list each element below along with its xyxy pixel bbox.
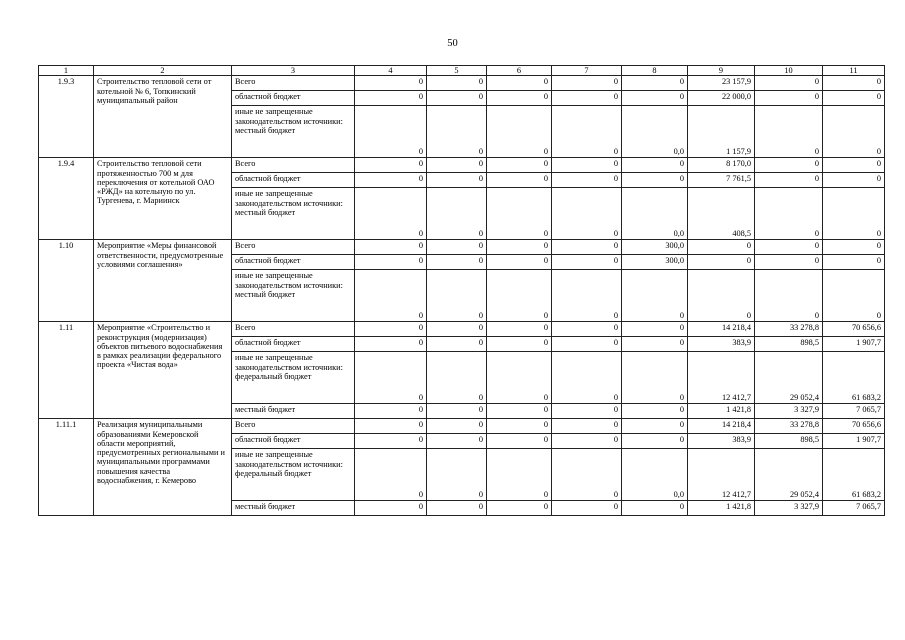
amount-cell: 29 052,4 (755, 449, 823, 501)
amount-cell: 0 (427, 255, 487, 270)
funding-source: местный бюджет (232, 501, 355, 516)
item-name: Реализация муниципальными образованиями Кемеровской области мероприятий, предусмотренных региональными и муниципальными программами повышения качества водоснабжения, г. Кемерово (94, 419, 232, 516)
amount-cell: 0 (823, 158, 885, 173)
amount-cell: 1 907,7 (823, 434, 885, 449)
column-number: 1 (39, 66, 94, 76)
funding-source: областной бюджет (232, 255, 355, 270)
column-number-row (39, 66, 885, 76)
amount-cell: 0 (552, 434, 622, 449)
amount-cell: 0 (622, 76, 688, 91)
amount-cell: 0 (487, 322, 552, 337)
funding-source-line: местный бюджет (235, 125, 296, 135)
amount-cell: 1 907,7 (823, 337, 885, 352)
page-number: 50 (447, 38, 458, 49)
amount-cell: 0 (487, 173, 552, 188)
column-number: 8 (622, 66, 688, 76)
amount-cell: 0 (487, 76, 552, 91)
amount-cell: 0 (427, 158, 487, 173)
amount-cell: 0 (427, 270, 487, 322)
funding-source-line: иные не запрещенные законодательством источники: (235, 353, 343, 372)
item-name: Мероприятие «Строительство и реконструкция (модернизация) объектов питьевого водоснабжения в рамках реализации федерального проекта «Чистая вода» (94, 322, 232, 419)
amount-cell: 0 (755, 91, 823, 106)
amount-cell: 0 (487, 188, 552, 240)
amount-cell: 0 (427, 173, 487, 188)
amount-cell: 0 (622, 419, 688, 434)
amount-cell: 0 (427, 337, 487, 352)
item-code: 1.9.3 (39, 76, 94, 158)
amount-cell: 0 (622, 270, 688, 322)
amount-cell: 0 (552, 173, 622, 188)
amount-cell: 8 170,0 (688, 158, 755, 173)
item-name: Строительство тепловой сети от котельной № 6, Топкинский муниципальный район (94, 76, 232, 158)
amount-cell: 0 (487, 158, 552, 173)
amount-cell: 14 218,4 (688, 419, 755, 434)
funding-source: областной бюджет (232, 173, 355, 188)
amount-cell: 0 (427, 434, 487, 449)
amount-cell: 0 (355, 158, 427, 173)
amount-cell: 0 (427, 91, 487, 106)
amount-cell: 0 (823, 173, 885, 188)
amount-cell: 1 421,8 (688, 404, 755, 419)
amount-cell: 0 (823, 270, 885, 322)
amount-cell: 0 (622, 404, 688, 419)
column-number: 9 (688, 66, 755, 76)
amount-cell: 0 (487, 434, 552, 449)
amount-cell: 3 327,9 (755, 404, 823, 419)
amount-cell: 0 (552, 337, 622, 352)
funding-source (232, 270, 355, 322)
funding-source (232, 449, 355, 501)
funding-source (232, 352, 355, 404)
amount-cell: 0 (355, 76, 427, 91)
amount-cell: 0 (552, 240, 622, 255)
amount-cell: 0 (755, 158, 823, 173)
funding-source-line: местный бюджет (235, 207, 296, 217)
column-number: 10 (755, 66, 823, 76)
amount-cell: 0 (487, 352, 552, 404)
column-number: 11 (823, 66, 885, 76)
amount-cell: 70 656,6 (823, 322, 885, 337)
funding-source: областной бюджет (232, 91, 355, 106)
amount-cell: 12 412,7 (688, 352, 755, 404)
amount-cell: 0 (823, 76, 885, 91)
column-number: 4 (355, 66, 427, 76)
budget-table (38, 65, 885, 516)
amount-cell: 408,5 (688, 188, 755, 240)
amount-cell: 0 (552, 255, 622, 270)
funding-source: областной бюджет (232, 337, 355, 352)
amount-cell: 0 (427, 106, 487, 158)
amount-cell: 0 (355, 419, 427, 434)
column-number: 3 (232, 66, 355, 76)
amount-cell: 7 065,7 (823, 501, 885, 516)
amount-cell: 0 (487, 91, 552, 106)
amount-cell: 0 (355, 188, 427, 240)
amount-cell: 1 157,9 (688, 106, 755, 158)
amount-cell: 0 (552, 501, 622, 516)
amount-cell: 0 (355, 337, 427, 352)
funding-source-line: иные не запрещенные законодательством источники: (235, 271, 343, 290)
amount-cell: 0 (622, 158, 688, 173)
amount-cell: 383,9 (688, 434, 755, 449)
amount-cell: 0,0 (622, 188, 688, 240)
amount-cell: 0 (552, 106, 622, 158)
amount-cell: 0 (552, 270, 622, 322)
amount-cell: 0 (755, 270, 823, 322)
amount-cell: 0 (355, 106, 427, 158)
funding-source-line: иные не запрещенные законодательством источники: (235, 189, 343, 208)
amount-cell: 0 (552, 76, 622, 91)
amount-cell: 0 (552, 322, 622, 337)
amount-cell: 61 683,2 (823, 449, 885, 501)
amount-cell: 0 (355, 322, 427, 337)
amount-cell: 0 (355, 270, 427, 322)
amount-cell: 0 (622, 501, 688, 516)
amount-cell: 0 (427, 352, 487, 404)
amount-cell: 0 (755, 76, 823, 91)
funding-source (232, 188, 355, 240)
amount-cell: 0 (622, 352, 688, 404)
amount-cell: 0 (487, 240, 552, 255)
amount-cell: 33 278,8 (755, 322, 823, 337)
amount-cell: 0,0 (622, 449, 688, 501)
amount-cell: 0 (622, 173, 688, 188)
amount-cell: 0 (552, 188, 622, 240)
amount-cell: 0 (823, 240, 885, 255)
amount-cell: 0 (427, 404, 487, 419)
amount-cell: 300,0 (622, 255, 688, 270)
amount-cell: 0 (552, 419, 622, 434)
amount-cell: 0 (355, 255, 427, 270)
amount-cell: 383,9 (688, 337, 755, 352)
amount-cell: 0 (552, 404, 622, 419)
amount-cell: 898,5 (755, 337, 823, 352)
amount-cell: 0 (755, 173, 823, 188)
amount-cell: 0 (427, 76, 487, 91)
amount-cell: 0 (755, 188, 823, 240)
amount-cell: 0 (622, 434, 688, 449)
item-name: Строительство тепловой сети протяженностью 700 м для переключения от котельной ОАО «РЖД» на котельную по ул. Тургенева, г. Мариинск (94, 158, 232, 240)
amount-cell: 0 (552, 158, 622, 173)
amount-cell: 0 (427, 501, 487, 516)
amount-cell: 0 (622, 337, 688, 352)
amount-cell: 0 (487, 404, 552, 419)
amount-cell: 0 (427, 188, 487, 240)
amount-cell: 0 (487, 501, 552, 516)
amount-cell: 0,0 (622, 106, 688, 158)
amount-cell: 0 (427, 240, 487, 255)
amount-cell: 0 (552, 449, 622, 501)
funding-source: областной бюджет (232, 434, 355, 449)
amount-cell: 0 (688, 255, 755, 270)
amount-cell: 0 (427, 419, 487, 434)
amount-cell: 0 (355, 91, 427, 106)
amount-cell: 0 (487, 270, 552, 322)
funding-source-line: иные не запрещенные законодательством источники: (235, 450, 343, 469)
amount-cell: 0 (487, 449, 552, 501)
table-body (39, 66, 885, 516)
amount-cell: 33 278,8 (755, 419, 823, 434)
funding-source (232, 106, 355, 158)
amount-cell: 0 (427, 449, 487, 501)
column-number: 2 (94, 66, 232, 76)
amount-cell: 23 157,9 (688, 76, 755, 91)
amount-cell: 0 (823, 255, 885, 270)
table-row (39, 322, 885, 337)
amount-cell: 0 (355, 173, 427, 188)
amount-cell: 70 656,6 (823, 419, 885, 434)
amount-cell: 0 (688, 240, 755, 255)
amount-cell: 0 (755, 106, 823, 158)
funding-source: Всего (232, 240, 355, 255)
funding-source: Всего (232, 76, 355, 91)
amount-cell: 0 (487, 337, 552, 352)
funding-source-line: иные не запрещенные законодательством источники: (235, 107, 343, 126)
funding-source-line: федеральный бюджет (235, 468, 312, 478)
amount-cell: 0 (487, 106, 552, 158)
amount-cell: 898,5 (755, 434, 823, 449)
amount-cell: 0 (355, 240, 427, 255)
funding-source: Всего (232, 322, 355, 337)
amount-cell: 0 (755, 240, 823, 255)
table-row (39, 158, 885, 173)
amount-cell: 7 065,7 (823, 404, 885, 419)
column-number: 7 (552, 66, 622, 76)
amount-cell: 0 (823, 91, 885, 106)
amount-cell: 29 052,4 (755, 352, 823, 404)
amount-cell: 1 421,8 (688, 501, 755, 516)
table-row (39, 419, 885, 434)
amount-cell: 7 761,5 (688, 173, 755, 188)
item-code: 1.10 (39, 240, 94, 322)
amount-cell: 14 218,4 (688, 322, 755, 337)
amount-cell: 300,0 (622, 240, 688, 255)
item-code: 1.11 (39, 322, 94, 419)
column-number: 6 (487, 66, 552, 76)
funding-source: местный бюджет (232, 404, 355, 419)
amount-cell: 0 (622, 91, 688, 106)
amount-cell: 0 (427, 322, 487, 337)
amount-cell: 22 000,0 (688, 91, 755, 106)
funding-source: Всего (232, 419, 355, 434)
amount-cell: 0 (552, 91, 622, 106)
amount-cell: 0 (755, 255, 823, 270)
amount-cell: 0 (688, 270, 755, 322)
amount-cell: 0 (355, 434, 427, 449)
funding-source-line: местный бюджет (235, 289, 296, 299)
column-number: 5 (427, 66, 487, 76)
amount-cell: 0 (355, 501, 427, 516)
amount-cell: 0 (487, 419, 552, 434)
funding-source: Всего (232, 158, 355, 173)
table-row (39, 76, 885, 91)
amount-cell: 0 (823, 188, 885, 240)
item-code: 1.9.4 (39, 158, 94, 240)
table-row (39, 240, 885, 255)
amount-cell: 3 327,9 (755, 501, 823, 516)
item-name: Мероприятие «Меры финансовой ответственности, предусмотренные условиями соглашения» (94, 240, 232, 322)
amount-cell: 0 (622, 322, 688, 337)
funding-source-line: федеральный бюджет (235, 371, 312, 381)
amount-cell: 12 412,7 (688, 449, 755, 501)
amount-cell: 61 683,2 (823, 352, 885, 404)
amount-cell: 0 (823, 106, 885, 158)
amount-cell: 0 (355, 449, 427, 501)
amount-cell: 0 (355, 352, 427, 404)
item-code: 1.11.1 (39, 419, 94, 516)
amount-cell: 0 (552, 352, 622, 404)
amount-cell: 0 (487, 255, 552, 270)
amount-cell: 0 (355, 404, 427, 419)
